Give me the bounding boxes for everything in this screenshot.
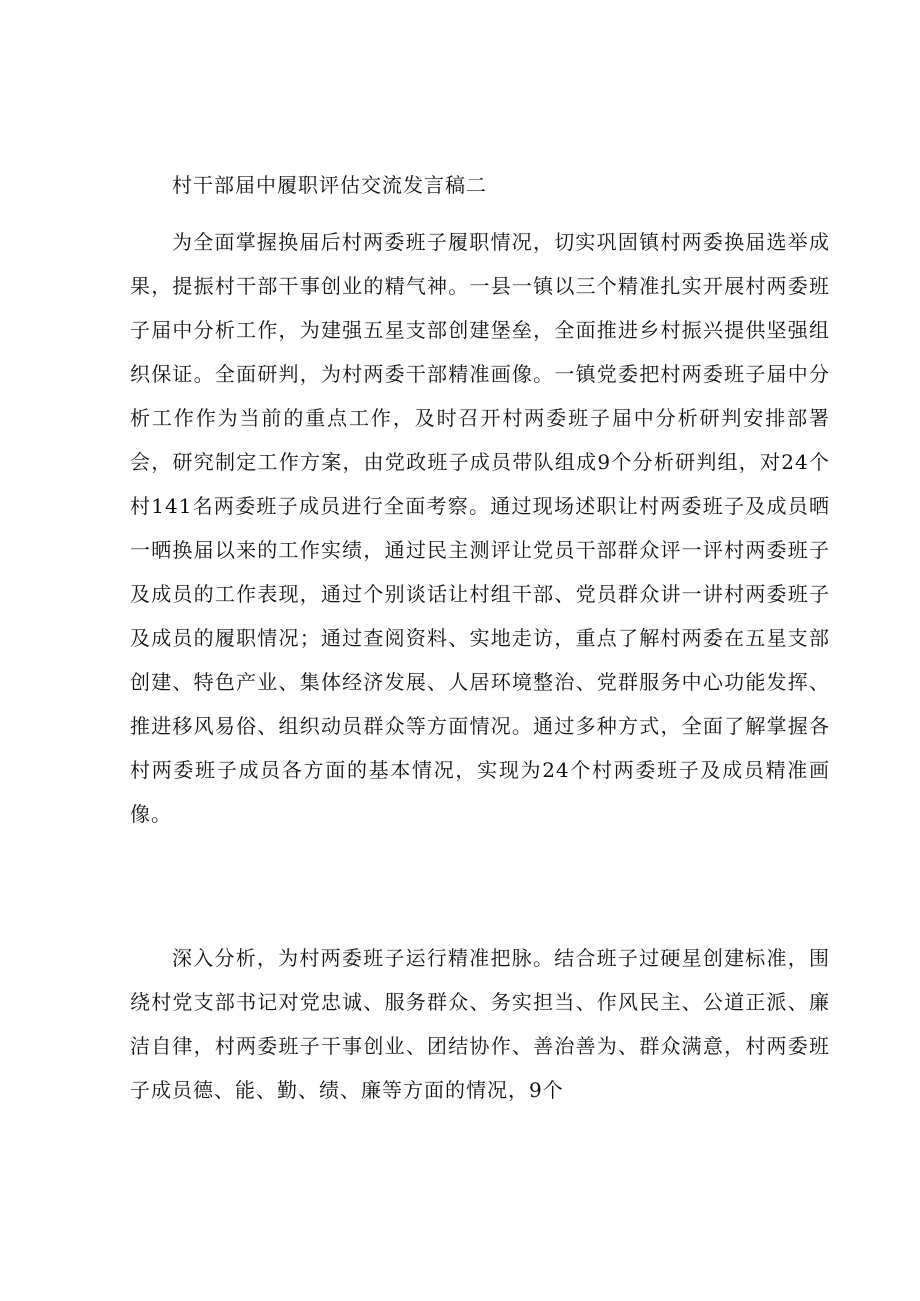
body-paragraph-2: 深入分析，为村两委班子运行精准把脉。结合班子过硬星创建标准，围绕村党支部书记对党忠诚、服务群众、务实担当、作风民主、公道正派、廉洁自律，村两委班子干事创业、团结协作、善治善为、群众满意，村两委班子成员德、能、勤、绩、廉等方面的情况，9个 [130, 946, 830, 1102]
document-title: 村干部届中履职评估交流发言稿二 [172, 173, 487, 197]
body-paragraph-1: 为全面掌握换届后村两委班子履职情况，切实巩固镇村两委换届选举成果，提振村干部干事创业的精气神。一县一镇以三个精准扎实开展村两委班子届中分析工作，为建强五星支部创建堡垒，全面推进乡村振兴提供坚强组织保证。全面研判，为村两委干部精准画像。一镇党委把村两委班子届中分析工作作为当前的重点工作，及时召开村两委班子届中分析研判安排部署会，研究制定工作方案，由党政班子成员带队组成9个分析研判组，对24个村141名两委班子成员进行全面考察。通过现场述职让村两委班子及成员晒一晒换届以来的工作实绩，通过民主测评让党员干部群众评一评村两委班子及成员的工作表现，通过个别谈话让村组干部、党员群众讲一讲村两委班子及成员的履职情况；通过查阅资料、实地走访，重点了解村两委在五星支部创建、特色产业、集体经济发展、人居环境整治、党群服务中心功能发挥、推进移风易俗、组织动员群众等方面情况。通过多种方式，全面了解掌握各村两委班子成员各方面的基本情况，实现为24个村两委班子及成员精准画像。 [130, 230, 830, 826]
